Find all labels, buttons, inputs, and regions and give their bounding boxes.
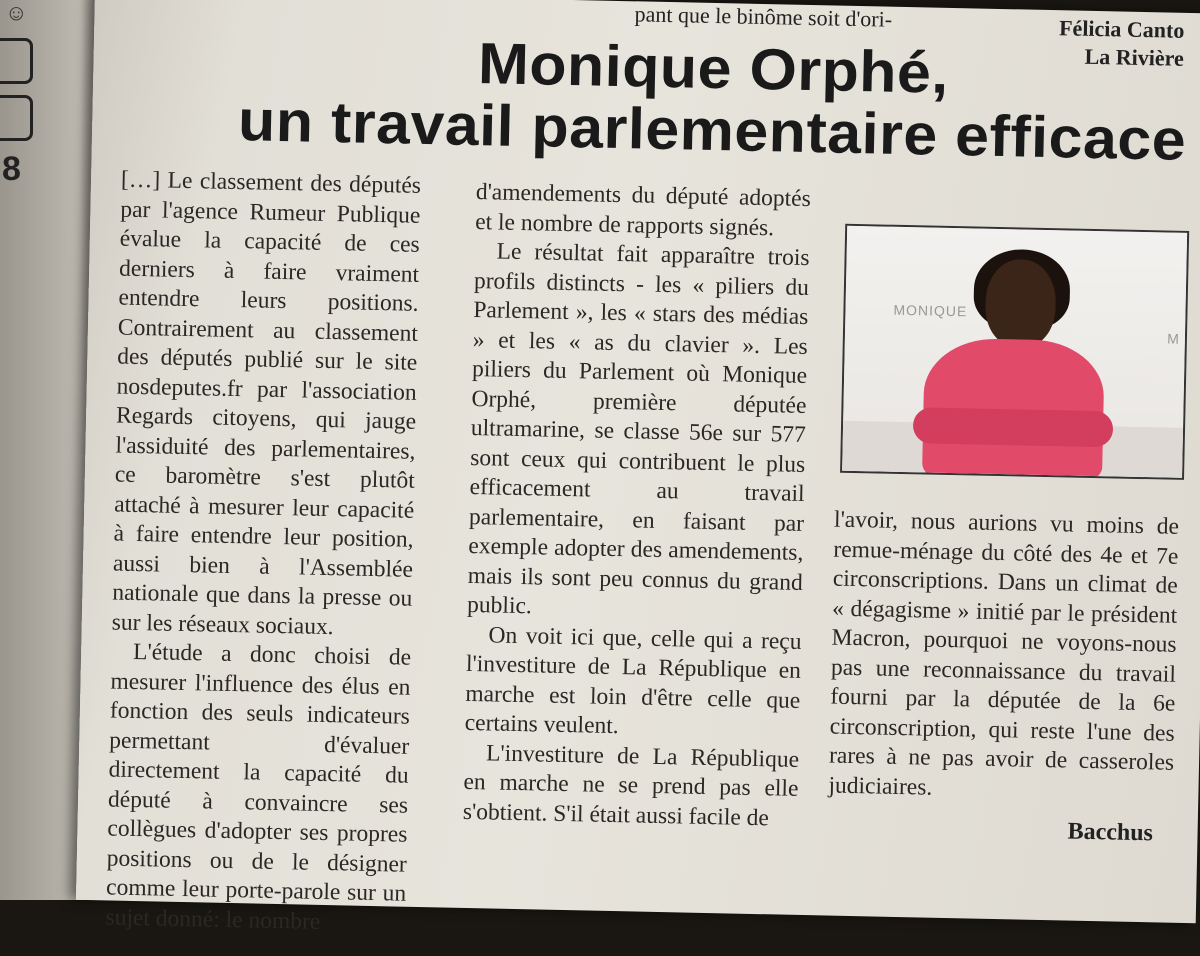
- paragraph: On voit ici que, celle qui a reçu l'investiture de La République en marche est loin d'être celle que certains veulent.: [464, 621, 802, 740]
- article-column-2: [463, 178, 812, 834]
- previous-article-fragment: pant que le binôme soit d'ori-: [634, 1, 893, 32]
- photo-face: [985, 259, 1057, 348]
- prev-place: La Rivière: [1084, 43, 1185, 71]
- prev-page-number: 8: [2, 150, 21, 188]
- corner-badge: ☺: [5, 0, 28, 25]
- article-signature: Bacchus: [1067, 818, 1154, 847]
- article-column-1: [105, 166, 421, 939]
- prev-author: Félicia Canto: [1058, 15, 1185, 43]
- paragraph: L'étude a donc choisi de mesurer l'influence des élus en fonction des seuls indicateurs permettant d'évaluer directement la capacité du député à convaincre ses collègues d'adopter ses propres positions ou de le désigner comme leur porte-parole sur un sujet donné: le nombre: [105, 638, 412, 935]
- newspaper-page: [76, 0, 1200, 935]
- photo-crossed-arms: [913, 407, 1114, 447]
- photo-wall-text-2: M: [1167, 330, 1180, 347]
- headline-line-2: un travail parlementaire efficace: [237, 88, 1187, 173]
- prev-page-box: [0, 38, 33, 84]
- paragraph: L'investiture de La République en marche ne se prend pas elle s'obtient. S'il était aussi facile de: [462, 739, 800, 831]
- paragraph: […] Le classement des députés par l'agence Rumeur Publique évalue la capacité de ces derniers à faire vraiment entendre leurs positions. Contrairement au classement des députés publié sur le site nosdeputes.fr par l'association Regards citoyens, qui jauge l'assiduité des parlementaires, ce baromètre s'est plutôt attaché à mesurer leur capacité à faire entendre leur position, aussi bien à l'Assemblée nationale que dans la presse ou sur les réseaux sociaux.: [111, 166, 422, 640]
- headline-line-1: Monique Orphé,: [477, 31, 950, 106]
- prev-page-box: [0, 95, 33, 141]
- article-headline: [187, 27, 1200, 173]
- article-column-3: [828, 506, 1179, 808]
- article-photo: [840, 224, 1189, 480]
- paragraph: Le résultat fait apparaître trois profils distincts - les « piliers du Parlement », les « stars des médias » et les « as du clavier ». Les piliers du Parlement où Monique Orphé, première députée ultramarine, se classe 56e sur 577 sont ceux qui contribuent le plus efficacement au travail parlementaire, en faisant par exemple adopter des amendements, mais ils sont peu connus du grand public.: [466, 238, 810, 620]
- paragraph: d'amendements du député adoptés et le nombre de rapports signés.: [474, 179, 812, 241]
- paragraph: l'avoir, nous aurions vu moins de remue-ménage du côté des 4e et 7e circonscriptions. Dans un climat de « dégagisme » initié par le président Macron, pourquoi ne voyons-nous pas une reconnaissance du travail fourni par la députée de la 6e circonscription, qui reste l'une des rares à ne pas avoir de casseroles judiciaires.: [828, 506, 1180, 801]
- photo-wall-text: MONIQUE: [893, 301, 968, 320]
